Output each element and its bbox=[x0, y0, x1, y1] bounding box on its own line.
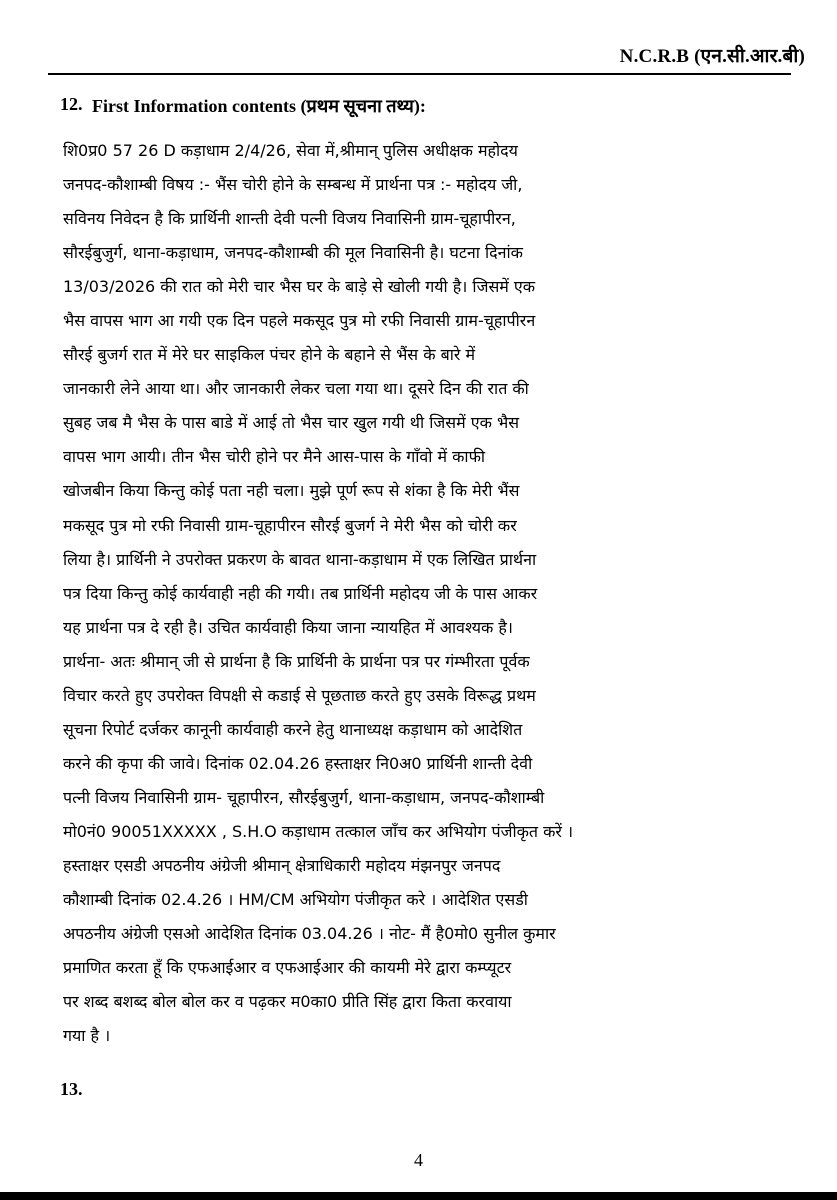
body-line: खोजबीन किया किन्तु कोई पता नही चला। मुझे पूर्ण रूप से शंका है कि मेरी भैंस bbox=[63, 481, 520, 501]
header-rule bbox=[48, 73, 791, 75]
body-line: पर शब्द बशब्द बोल बोल कर व पढ़कर म0का0 प्रीति सिंह द्वारा किता करवाया bbox=[63, 992, 512, 1012]
body-line: सविनय निवेदन है कि प्रार्थिनी शान्ती देवी पत्नी विजय निवासिनी ग्राम-चूहापीरन, bbox=[63, 209, 516, 229]
body-line: प्रार्थना- अतः श्रीमान् जी से प्रार्थना है कि प्रार्थिनी के प्रार्थना पत्र पर गंम्भीरता पूर्वक bbox=[63, 651, 530, 671]
body-line: विचार करते हुए उपरोक्त विपक्षी से कडाई से पूछताछ करते हुए उसके विरूद्ध प्रथम bbox=[63, 685, 536, 705]
body-line: प्रमाणित करता हूँ कि एफआईआर व एफआईआर की कायमी मेरे द्वारा कम्प्यूटर bbox=[63, 958, 512, 978]
section-12-number: 12. bbox=[60, 94, 83, 114]
body-line: अपठनीय अंग्रेजी एसओ आदेशित दिनांक 03.04.26 । नोट- मैं है0मो0 सुनील कुमार bbox=[63, 924, 556, 944]
body-line: वापस भाग आयी। तीन भैस चोरी होने पर मैने आस-पास के गाँवो में काफी bbox=[63, 447, 486, 467]
section-12-heading: First Information contents (प्रथम सूचना तथ्य): bbox=[92, 96, 426, 116]
body-line: जनपद-कौशाम्बी विषय :- भैंस चोरी होने के सम्बन्ध में प्रार्थना पत्र :- महोदय जी, bbox=[63, 175, 523, 195]
body-line: मकसूद पुत्र मो रफी निवासी ग्राम-चूहापीरन सौरई बुजर्ग ने मेरी भैस को चोरी कर bbox=[63, 515, 517, 535]
body-line: भैस वापस भाग आ गयी एक दिन पहले मकसूद पुत्र मो रफी निवासी ग्राम-चूहापीरन bbox=[63, 311, 536, 331]
fir-contents-body bbox=[63, 134, 783, 1053]
body-line: पत्नी विजय निवासिनी ग्राम- चूहापीरन, सौरईबुजुर्ग, थाना-कड़ाधाम, जनपद-कौशाम्बी bbox=[63, 787, 545, 807]
body-line: लिया है। प्रार्थिनी ने उपरोक्त प्रकरण के बावत थाना-कड़ाधाम में एक लिखित प्रार्थना bbox=[63, 549, 537, 569]
section-13-number: 13. bbox=[60, 1079, 83, 1099]
body-line: सौरईबुजुर्ग, थाना-कड़ाधाम, जनपद-कौशाम्बी की मूल निवासिनी है। घटना दिनांक bbox=[63, 243, 523, 263]
footer-rule bbox=[0, 1192, 837, 1200]
body-line: सौरई बुजर्ग रात में मेरे घर साइकिल पंचर होने के बहाने से भैंस के बारे में bbox=[63, 345, 476, 365]
body-line: गया है । bbox=[63, 1026, 111, 1046]
page-number: 4 bbox=[414, 1150, 423, 1170]
body-line: यह प्रार्थना पत्र दे रही है। उचित कार्यवाही किया जाना न्यायहित में आवश्यक है। bbox=[63, 617, 513, 637]
body-line: कौशाम्बी दिनांक 02.4.26 । HM/CM अभियोग पंजीकृत करे । आदेशित एसडी bbox=[63, 890, 528, 910]
body-line: शि0प्र0 57 26 D कड़ाधाम 2/4/26, सेवा में,श्रीमान् पुलिस अधीक्षक महोदय bbox=[63, 141, 518, 160]
body-line: करने की कृपा की जावे। दिनांक 02.04.26 हस्ताक्षर नि0अ0 प्रार्थिनी शान्ती देवी bbox=[63, 753, 533, 773]
body-line: जानकारी लेने आया था। और जानकारी लेकर चला गया था। दूसरे दिन की रात की bbox=[63, 379, 529, 399]
body-line: सुबह जब मै भैस के पास बाडे में आई तो भैस चार खुल गयी थी जिसमें एक भैस bbox=[63, 413, 520, 433]
body-line: हस्ताक्षर एसडी अपठनीय अंग्रेजी श्रीमान् क्षेत्राधिकारी महोदय मंझनपुर जनपद bbox=[63, 855, 501, 875]
page-header: N.C.R.B (एन.सी.आर.बी) bbox=[619, 46, 805, 67]
body-line: 13/03/2026 की रात को मेरी चार भैस घर के बाड़े से खोली गयी है। जिसमें एक bbox=[63, 277, 536, 297]
body-line: मो0नं0 90051XXXXX , S.H.O कड़ाधाम तत्काल जाँच कर अभियोग पंजीकृत करें । bbox=[63, 821, 574, 841]
body-line: पत्र दिया किन्तु कोई कार्यवाही नही की गयी। तब प्रार्थिनी महोदय जी के पास आकर bbox=[63, 583, 538, 603]
body-line: सूचना रिपोर्ट दर्जकर कानूनी कार्यवाही करने हेतु थानाध्यक्ष कड़ाधाम को आदेशित bbox=[63, 719, 523, 739]
